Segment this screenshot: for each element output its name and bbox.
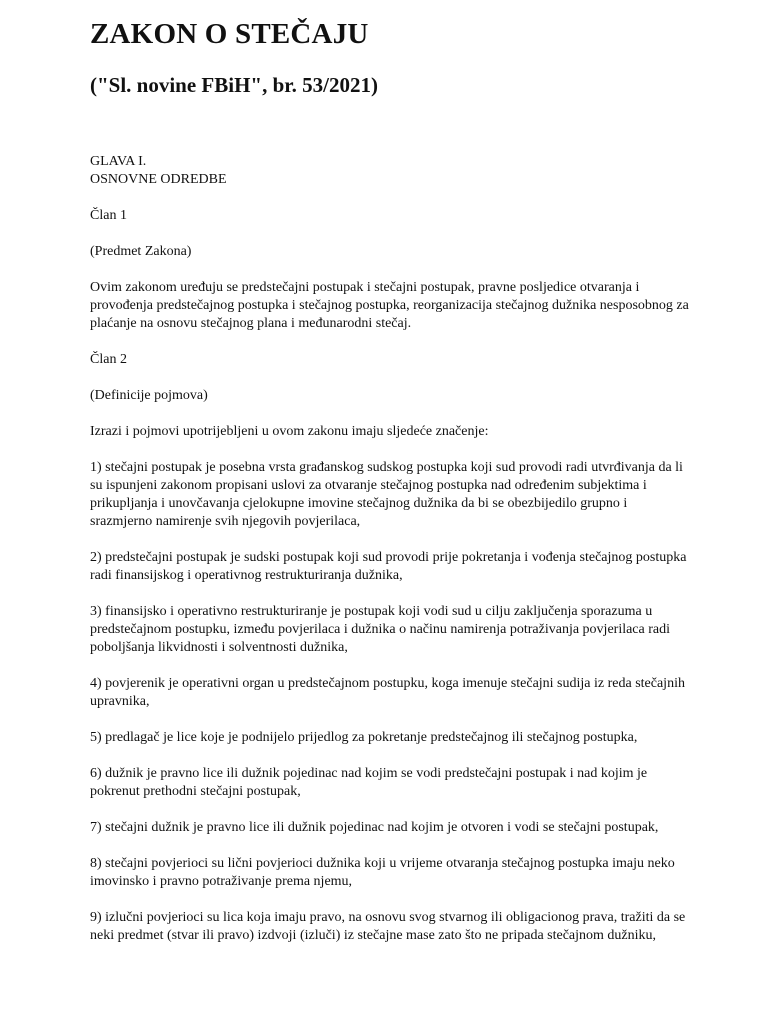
- article-1-subject: (Predmet Zakona): [90, 244, 192, 259]
- article-1-heading: Član 1: [90, 208, 127, 223]
- article-2-heading: Član 2: [90, 352, 127, 367]
- chapter-title: OSNOVNE ODREDBE: [90, 172, 227, 187]
- definition-item: 9) izlučni povjerioci su lica koja imaju pravo, na osnovu svog stvarnog ili obligacionog prava, tražiti da se neki predmet (stvar ili pravo) izdvoji (izluči) iz stečajne mase zato što ne pripada stečajnom dužniku,: [90, 910, 686, 943]
- definition-item: 8) stečajni povjerioci su lični povjerioci dužnika koji u vrijeme otvaranja stečajnog postupka imaju neko imovinsko i pravno potraživanje prema njemu,: [90, 856, 675, 889]
- definition-item: 4) povjerenik je operativni organ u predstečajnom postupku, koga imenuje stečajni sudija iz reda stečajnih upravnika,: [90, 676, 685, 709]
- article-1-text: Ovim zakonom uređuju se predstečajni postupak i stečajni postupak, pravne posljedice otvaranja i provođenja predstečajnog postupka i stečajnog postupka, reorganizacija stečajnog dužnika nesposobnog za plaćanje na osnovu stečajnog plana i međunarodni stečaj.: [90, 280, 689, 331]
- article-2-subject: (Definicije pojmova): [90, 388, 208, 403]
- document-subtitle: ("Sl. novine FBiH", br. 53/2021): [90, 73, 378, 97]
- definition-item: 2) predstečajni postupak je sudski postupak koji sud provodi prije pokretanja i vođenja stečajnog postupka radi finansijskog i operativnog restrukturiranja dužnika,: [90, 550, 687, 583]
- article-2-intro: Izrazi i pojmovi upotrijebljeni u ovom zakonu imaju sljedeće značenje:: [90, 424, 489, 439]
- definition-item: 5) predlagač je lice koje je podnijelo prijedlog za pokretanje predstečajnog ili stečajnog postupka,: [90, 730, 638, 745]
- document-body: [90, 153, 690, 963]
- definition-item: 3) finansijsko i operativno restrukturiranje je postupak koji vodi sud u cilju zaključenja sporazuma u predstečajnom postupku, između povjerilaca i dužnika o načinu namirenja potraživanja povjerilaca radi poboljšanja likvidnosti i solventnosti dužnika,: [90, 604, 671, 655]
- definition-item: 6) dužnik je pravno lice ili dužnik pojedinac nad kojim se vodi predstečajni postupak i nad kojim je pokrenut prethodni stečajni postupak,: [90, 766, 648, 799]
- definition-item: 1) stečajni postupak je posebna vrsta građanskog sudskog postupka koji sud provodi radi utvrđivanja da li su ispunjeni zakonom propisani uslovi za otvaranje stečajnog postupka nad određenim subjektima i prikupljanja i unovčavanja cjelokupne imovine stečajnog dužnika da bi se obezbijedilo grupno i srazmjerno namirenje svih njegovih povjerilaca,: [90, 460, 683, 529]
- document-title: ZAKON O STEČAJU: [90, 18, 369, 50]
- definition-item: 7) stečajni dužnik je pravno lice ili dužnik pojedinac nad kojim je otvoren i vodi se stečajni postupak,: [90, 820, 659, 835]
- chapter-label: GLAVA I.: [90, 154, 147, 169]
